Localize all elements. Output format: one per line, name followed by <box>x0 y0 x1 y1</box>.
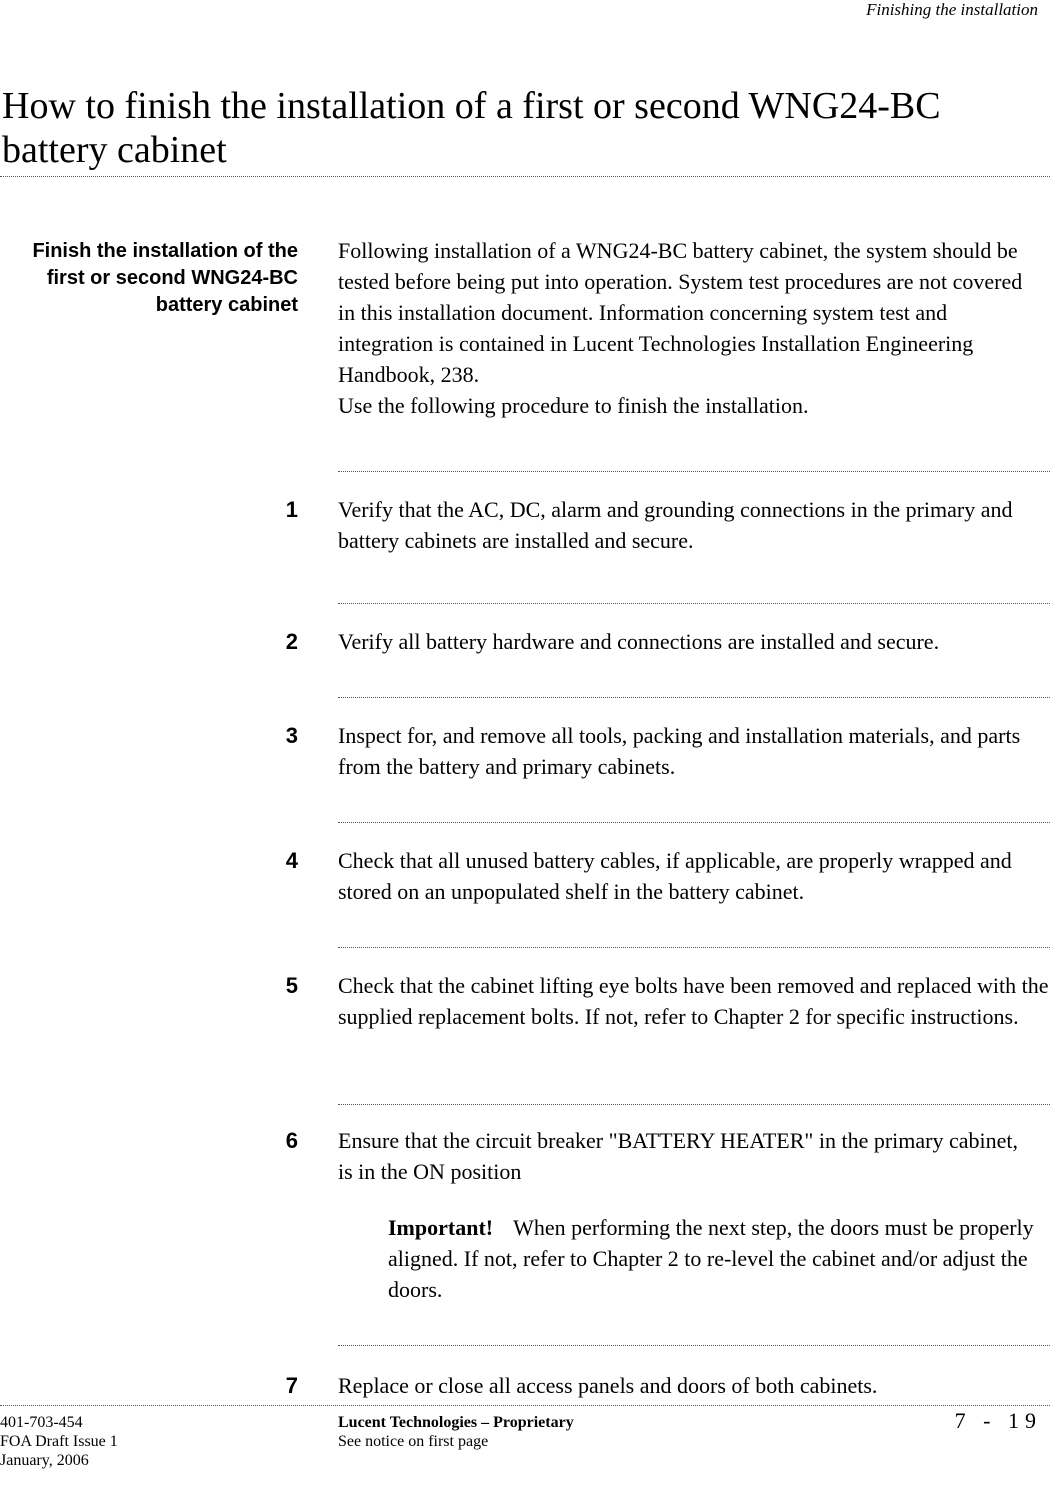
intro-text <box>338 235 1043 421</box>
page-title: How to finish the installation of a first or second WNG24-BC battery cabinet <box>2 85 941 171</box>
step-text: Replace or close all access panels and doors of both cabinets. <box>338 1373 878 1398</box>
intro-instruction: Use the following procedure to finish the installation. <box>338 393 809 418</box>
intro-paragraph: Following installation of a WNG24-BC battery cabinet, the system should be tested before being put into operation. System test procedures are not covered in this installation document. Information concerning system test and integration is contained in Lucent Technologies Installation Engineering Handbook, 238. <box>338 238 1023 387</box>
doc-date: January, 2006 <box>0 1452 89 1469</box>
important-note <box>388 1212 1038 1305</box>
step-number: 4 <box>285 848 298 873</box>
step-divider <box>338 697 1050 698</box>
step-divider <box>338 1345 1050 1346</box>
page-number: 7 - 19 <box>954 1408 1042 1433</box>
section-heading: Finish the installation of the first or second WNG24-BC battery cabinet <box>32 240 298 316</box>
footer-proprietary <box>338 1413 574 1451</box>
company-notice: Lucent Technologies – Proprietary <box>338 1414 574 1431</box>
step-text: Check that the cabinet lifting eye bolts have been removed and replaced with the supplied replacement bolts. If not, refer to Chapter 2 for specific instructions. <box>338 973 1049 1029</box>
running-header: Finishing the installation <box>866 0 1038 19</box>
step-divider <box>338 947 1050 948</box>
step-divider <box>338 471 1050 472</box>
title-divider <box>0 176 1050 177</box>
step-divider <box>338 1104 1050 1105</box>
step-number: 1 <box>285 497 298 522</box>
important-text: When performing the next step, the doors must be properly aligned. If not, refer to Chapter 2 to re-level the cabinet and/or adjust the doors. <box>388 1215 1034 1302</box>
step-divider <box>338 822 1050 823</box>
step-text: Inspect for, and remove all tools, packing and installation materials, and parts from the battery and primary cabinets. <box>338 723 1021 779</box>
doc-issue: FOA Draft Issue 1 <box>0 1433 118 1450</box>
step-number: 6 <box>285 1128 298 1153</box>
step-divider <box>338 603 1050 604</box>
step-number: 2 <box>285 629 298 654</box>
step-number: 7 <box>285 1373 298 1398</box>
step-number: 5 <box>285 973 298 998</box>
step-text: Check that all unused battery cables, if applicable, are properly wrapped and stored on an unpopulated shelf in the battery cabinet. <box>338 848 1012 904</box>
see-notice: See notice on first page <box>338 1433 489 1450</box>
step-text: Verify that the AC, DC, alarm and grounding connections in the primary and battery cabinets are installed and secure. <box>338 497 1013 553</box>
step-text: Ensure that the circuit breaker "BATTERY HEATER" in the primary cabinet, is in the ON position <box>338 1128 1019 1184</box>
step-text: Verify all battery hardware and connections are installed and secure. <box>338 629 940 654</box>
important-label: Important! <box>388 1215 494 1240</box>
step-number: 3 <box>285 723 298 748</box>
doc-number: 401-703-454 <box>0 1414 83 1431</box>
footer-doc-info <box>0 1413 118 1470</box>
footer-divider <box>0 1405 1050 1406</box>
